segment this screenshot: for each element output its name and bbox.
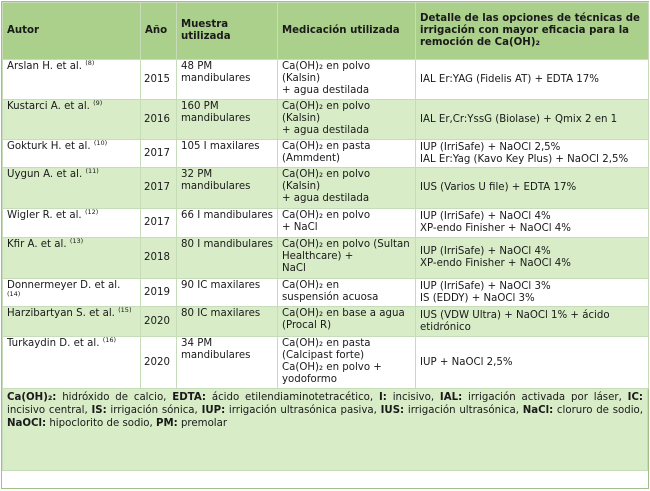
cell-anio: 2017 [141, 209, 177, 238]
abbreviation-term: Ca(OH)₂: [7, 392, 57, 403]
abbreviation-term: EDTA: [172, 392, 206, 403]
cell-detalle [416, 60, 649, 100]
irrigation-studies-table [2, 2, 649, 389]
medicacion-line: + agua destilada [282, 193, 370, 204]
detalle-line: IUP (IrriSafe) + NaOCl 4% [420, 211, 551, 222]
abbreviation-definition: premolar [177, 418, 228, 429]
medicacion-line: Ca(OH)₂ en [282, 280, 340, 291]
author-name: Turkaydin D. et al. [7, 338, 100, 349]
reference-number: (12) [84, 208, 99, 216]
header-row [3, 3, 649, 60]
reference-number: (15) [118, 306, 132, 314]
cell-muestra: 105 I maxilares [177, 140, 278, 168]
cell-medicacion [278, 60, 416, 100]
cell-autor [3, 238, 141, 279]
cell-medicacion [278, 100, 416, 140]
detalle-line: IUP (IrriSafe) + NaOCl 2,5% [420, 141, 561, 153]
abbreviation-definition: irrigación ultrasónica, [404, 405, 523, 416]
author-name: Harzibartyan S. et al. [7, 308, 115, 319]
cell-detalle [416, 279, 649, 307]
cell-autor [3, 168, 141, 209]
cell-autor [3, 100, 141, 140]
reference-number: (9) [93, 99, 103, 107]
cell-anio: 2020 [141, 337, 177, 389]
table-row [3, 307, 649, 337]
medicacion-line: + agua destilada [282, 125, 370, 136]
detalle-line: IAL Er:YAG (Fidelis AT) + EDTA 17% [420, 73, 599, 85]
medicacion-line: Ca(OH)₂ en polvo (Kalsin) [282, 61, 371, 84]
reference-number: (11) [85, 167, 99, 175]
cell-autor [3, 60, 141, 100]
abbreviation-term: PM: [156, 418, 178, 429]
medicacion-line: Ca(OH)₂ en polvo + yodoformo [282, 362, 382, 385]
medicacion-line: Ca(OH)₂ en pasta (Ammdent) [282, 141, 371, 164]
cell-detalle [416, 337, 649, 389]
header-muestra: Muestra utilizada [177, 3, 278, 60]
cell-muestra: 80 I mandibulares [177, 238, 278, 279]
cell-autor [3, 209, 141, 238]
cell-muestra: 34 PM mandibulares [177, 337, 278, 389]
abbreviation-definition: irrigación ultrasónica pasiva, [225, 405, 381, 416]
medicacion-line: (Procal R) [282, 320, 332, 331]
author-name: Uygun A. et al. [7, 169, 83, 180]
detalle-line: XP-endo Finisher + NaOCl 4% [420, 258, 571, 269]
cell-medicacion [278, 168, 416, 209]
cell-muestra: 160 PM mandibulares [177, 100, 278, 140]
abbreviation-term: NaCl: [522, 405, 554, 416]
detalle-line: IAL Er:Yag (Kavo Key Plus) + NaOCl 2,5% [420, 153, 629, 165]
cell-anio: 2017 [141, 168, 177, 209]
medicacion-line: Ca(OH)₂ en polvo (Sultan Healthcare) + [282, 239, 410, 262]
detalle-line: IUS (Varios U file) + EDTA 17% [420, 182, 577, 193]
abbreviation-term: IAL: [439, 392, 463, 403]
medicacion-line: + agua destilada [282, 85, 370, 96]
cell-medicacion [278, 140, 416, 168]
cell-autor [3, 140, 141, 168]
cell-medicacion [278, 238, 416, 279]
cell-muestra: 32 PM mandibulares [177, 168, 278, 209]
reference-number: (16) [102, 336, 117, 344]
table-row [3, 238, 649, 279]
table-row [3, 100, 649, 140]
cell-detalle [416, 209, 649, 238]
detalle-line: IAL Er,Cr:YssG (Biolase) + Qmix 2 en 1 [420, 113, 618, 125]
table-container [1, 1, 649, 489]
author-name: Kfir A. et al. [7, 239, 67, 250]
cell-anio: 2019 [141, 279, 177, 307]
abbreviation-definition: irrigación sónica, [106, 405, 202, 416]
header-detalle: Detalle de las opciones de técnicas de irrigación con mayor eficacia para la remoción de Ca(OH)₂ [416, 3, 649, 60]
abbreviation-term: IUP: [201, 405, 226, 416]
author-name: Donnermeyer D. et al. [7, 280, 121, 291]
abbreviation-term: IC: [627, 392, 643, 403]
table-row [3, 140, 649, 168]
header-medicacion: Medicación utilizada [278, 3, 416, 60]
detalle-line: IUS (VDW Ultra) + NaOCl 1% + ácido etidrónico [420, 309, 610, 333]
abbreviation-definition: cloruro de sodio, [553, 405, 643, 416]
cell-detalle [416, 238, 649, 279]
header-anio: Año [141, 3, 177, 60]
author-name: Gokturk H. et al. [7, 141, 91, 152]
table-row [3, 60, 649, 100]
abbreviations-footnote [2, 389, 648, 471]
cell-medicacion [278, 279, 416, 307]
abbreviation-definition: incisivo central, [7, 405, 92, 416]
medicacion-line: (Calcipast forte) [282, 350, 365, 361]
cell-autor [3, 337, 141, 389]
author-name: Wigler R. et al. [7, 210, 82, 221]
reference-number: (13) [69, 237, 84, 245]
reference-number: (8) [85, 59, 95, 67]
detalle-line: IS (EDDY) + NaOCl 3% [420, 292, 535, 304]
cell-autor [3, 279, 141, 307]
cell-detalle [416, 307, 649, 337]
cell-detalle [416, 168, 649, 209]
cell-medicacion [278, 337, 416, 389]
cell-detalle [416, 100, 649, 140]
table-row [3, 209, 649, 238]
cell-detalle [416, 140, 649, 168]
abbreviation-definition: ácido etilendiaminotetracético, [206, 392, 379, 403]
abbreviation-definition: irrigación activada por láser, [462, 392, 628, 403]
medicacion-line: Ca(OH)₂ en polvo (Kalsin) [282, 169, 371, 192]
medicacion-line: Ca(OH)₂ en polvo [282, 210, 371, 221]
abbreviation-term: NaOCl: [7, 418, 47, 429]
table-row [3, 337, 649, 389]
author-name: Arslan H. et al. [7, 61, 83, 72]
medicacion-line: Ca(OH)₂ en pasta [282, 338, 371, 349]
abbreviation-definition: hidróxido de calcio, [56, 392, 173, 403]
medicacion-line: + NaCl [282, 222, 318, 233]
cell-muestra: 90 IC maxilares [177, 279, 278, 307]
cell-muestra: 66 I mandibulares [177, 209, 278, 238]
author-name: Kustarci A. et al. [7, 101, 90, 112]
medicacion-line: Ca(OH)₂ en polvo (Kalsin) [282, 101, 371, 124]
abbreviation-term: I: [378, 392, 387, 403]
header-autor: Autor [3, 3, 141, 60]
medicacion-line: Ca(OH)₂ en base a agua [282, 308, 405, 319]
cell-anio: 2020 [141, 307, 177, 337]
medicacion-line: NaCl [282, 263, 306, 274]
cell-anio: 2017 [141, 140, 177, 168]
detalle-line: IUP (IrriSafe) + NaOCl 4% [420, 246, 551, 257]
abbreviation-definition: incisivo, [386, 392, 440, 403]
cell-medicacion [278, 307, 416, 337]
medicacion-line: suspensión acuosa [282, 292, 379, 303]
reference-number: (14) [7, 290, 21, 298]
cell-muestra: 48 PM mandibulares [177, 60, 278, 100]
detalle-line: XP-endo Finisher + NaOCl 4% [420, 223, 571, 234]
cell-autor [3, 307, 141, 337]
cell-muestra: 80 IC maxilares [177, 307, 278, 337]
abbreviation-term: IUS: [380, 405, 405, 416]
cell-anio: 2018 [141, 238, 177, 279]
abbreviation-term: IS: [91, 405, 107, 416]
cell-medicacion [278, 209, 416, 238]
detalle-line: IUP (IrriSafe) + NaOCl 3% [420, 280, 551, 292]
abbreviation-definition: hipoclorito de sodio, [46, 418, 157, 429]
cell-anio: 2016 [141, 100, 177, 140]
table-row [3, 279, 649, 307]
table-row [3, 168, 649, 209]
cell-anio: 2015 [141, 60, 177, 100]
reference-number: (10) [93, 139, 108, 147]
detalle-line: IUP + NaOCl 2,5% [420, 356, 513, 368]
